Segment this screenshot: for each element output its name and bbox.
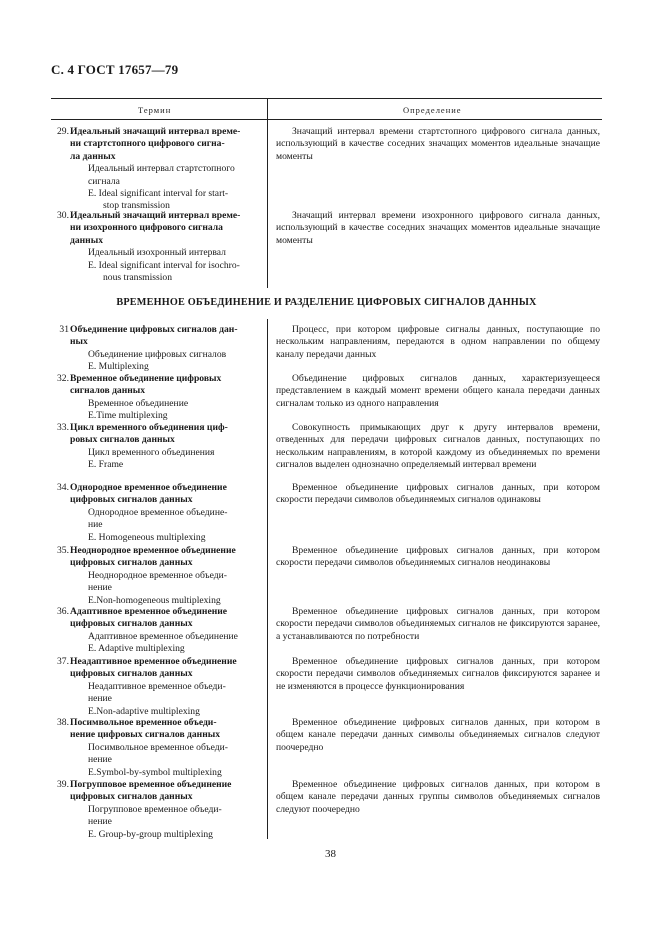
column-divider-bottom bbox=[267, 319, 268, 839]
table-header-rule bbox=[51, 119, 602, 120]
term-english-line: E.Non-homogeneous multiplexing bbox=[88, 594, 221, 606]
term-definition: Совокупность примыкающих друг к другу интервалов времени, отведенных для передачи цифровых сигналов данных, поступающих по нескольким направлениям, в которой каждому из объединяемых по времени сигналов выделен однозначно определяемый интервал времени bbox=[276, 422, 600, 471]
term-title-line: Адаптивное временное объединение bbox=[70, 606, 228, 617]
term-english-line: E. Frame bbox=[88, 459, 124, 471]
term-english-line: E. Ideal significant interval for start- bbox=[88, 188, 229, 200]
term-english-line: E. Multiplexing bbox=[88, 361, 149, 373]
term-number: 34. bbox=[57, 482, 69, 493]
term-title-line: Идеальный значащий интервал време- bbox=[70, 126, 241, 137]
term-entry bbox=[57, 126, 262, 213]
term-title-line: цифровых сигналов данных bbox=[70, 557, 193, 569]
term-definition: Временное объединение цифровых сигналов данных, при котором в общем канале передачи данных символы объединяемых сигналов следуют поочередно bbox=[276, 717, 600, 753]
term-title-line: Однородное временное объединение bbox=[70, 482, 227, 493]
term-definition: Значащий интервал времени изохронного цифрового сигнала данных, использующий в качестве соседних значащих моментов идеальные значащие моменты bbox=[276, 210, 600, 246]
term-synonym-line: Посимвольное временное объеди- bbox=[88, 741, 228, 753]
term-title-line: Идеальный значащий интервал време- bbox=[70, 210, 241, 221]
term-definition: Временное объединение цифровых сигналов данных, при котором скорости передачи символов объединяемых сигналов неодинаковы bbox=[276, 545, 600, 569]
term-synonym-line: сигнала bbox=[88, 175, 120, 187]
term-title-line: ни стартстопного цифрового сигна- bbox=[70, 138, 225, 150]
term-english-line: E. Homogeneous multiplexing bbox=[88, 531, 206, 543]
term-english-line: E.Symbol-by-symbol multiplexing bbox=[88, 766, 222, 778]
term-number: 39. bbox=[57, 779, 69, 790]
term-title-line: ровых сигналов данных bbox=[70, 434, 175, 446]
term-title-line: Временное объединение цифровых bbox=[70, 373, 222, 384]
term-number: 31 bbox=[59, 324, 69, 335]
term-title-line: Объединение цифровых сигналов дан- bbox=[70, 324, 238, 335]
term-number: 29. bbox=[57, 126, 69, 137]
term-title-line: Неадаптивное временное объединение bbox=[70, 656, 237, 667]
term-synonym-line: Однородное временное объедине- bbox=[88, 506, 228, 518]
term-english-line: E. Group-by-group multiplexing bbox=[88, 828, 213, 840]
term-english-line: E.Non-adaptive multiplexing bbox=[88, 705, 200, 717]
term-english-line: E. Adaptive multiplexing bbox=[88, 643, 185, 655]
column-header-definition: Определение bbox=[403, 105, 462, 115]
term-synonym-line: нение bbox=[88, 693, 112, 705]
term-entry bbox=[57, 656, 262, 718]
term-synonym-line: ние bbox=[88, 519, 103, 531]
page-header: С. 4 ГОСТ 17657—79 bbox=[51, 62, 179, 77]
term-number: 30. bbox=[57, 210, 69, 221]
term-title-line: цифровых сигналов данных bbox=[70, 668, 193, 680]
term-english-line: stop transmission bbox=[103, 200, 170, 212]
term-entry bbox=[59, 324, 262, 374]
term-title-line: Посимвольное временное объеди- bbox=[70, 717, 217, 728]
term-entry bbox=[57, 482, 262, 544]
term-title-line: нение цифровых сигналов данных bbox=[70, 729, 221, 741]
term-definition: Временное объединение цифровых сигналов данных, при котором в общем канале передачи данных группы символов объединяемых сигналов следуют поочередно bbox=[276, 779, 600, 815]
term-synonym-line: Временное объединение bbox=[88, 397, 189, 409]
term-synonym-line: нение bbox=[88, 582, 112, 594]
term-synonym-line: Идеальный интервал стартстопного bbox=[88, 163, 235, 175]
term-entry bbox=[57, 606, 262, 656]
term-title-line: ных bbox=[70, 336, 88, 348]
term-synonym-line: Погрупповое временное объеди- bbox=[88, 803, 222, 815]
term-title-line: цифровых сигналов данных bbox=[70, 494, 193, 506]
term-title-line: цифровых сигналов данных bbox=[70, 618, 193, 630]
term-synonym-line: нение bbox=[88, 816, 112, 828]
term-entry bbox=[57, 210, 262, 284]
term-title-line: сигналов данных bbox=[70, 385, 146, 397]
term-synonym-line: Неоднородное временное объеди- bbox=[88, 569, 227, 581]
term-title-line: цифровых сигналов данных bbox=[70, 791, 193, 803]
term-entry bbox=[57, 545, 262, 607]
term-title-line: ла данных bbox=[70, 150, 116, 162]
term-number: 35. bbox=[57, 545, 69, 556]
term-definition: Значащий интервал времени стартстопного цифрового сигнала данных, использующий в качестве соседних значащих моментов идеальные значащие моменты bbox=[276, 126, 600, 162]
term-entry bbox=[57, 779, 262, 841]
term-definition: Процесс, при котором цифровые сигналы данных, поступающие по нескольким направлениям, передаются в одном направлении по общему каналу передачи данных bbox=[276, 324, 600, 360]
term-entry bbox=[57, 422, 262, 472]
term-definition: Объединение цифровых сигналов данных, характеризуещееся представлением в каждый момент времени общего канала передачи данных сигналам только из одного направления bbox=[276, 373, 600, 409]
term-synonym-line: нение bbox=[88, 754, 112, 766]
term-number: 38. bbox=[57, 717, 69, 728]
term-english-line: E.Time multiplexing bbox=[88, 410, 168, 422]
term-synonym-line: Идеальный изохронный интервал bbox=[88, 247, 226, 259]
term-definition: Временное объединение цифровых сигналов данных, при котором скорости передачи символов объединяемых сигналов фиксируются заранее и не изменяются в процессе функционирования bbox=[276, 656, 600, 692]
term-definition: Временное объединение цифровых сигналов данных, при котором скорости передачи символов объединяемых сигналов не фиксируются заранее, а устанавливаются по потребности bbox=[276, 606, 600, 642]
term-title-line: ни изохронного цифрового сигнала bbox=[70, 222, 223, 234]
term-title-line: Погрупповое временное объединение bbox=[70, 779, 232, 790]
table-top-rule bbox=[51, 98, 602, 99]
term-synonym-line: Цикл временного объединения bbox=[88, 446, 215, 458]
column-divider-top bbox=[267, 98, 268, 288]
term-title-line: Неоднородное временное объединение bbox=[70, 545, 236, 556]
term-number: 32. bbox=[57, 373, 69, 384]
term-title-line: данных bbox=[70, 234, 103, 246]
term-synonym-line: Неадаптивное временное объеди- bbox=[88, 680, 226, 692]
term-entry bbox=[57, 717, 262, 779]
page-number: 38 bbox=[325, 848, 336, 860]
term-number: 36. bbox=[57, 606, 69, 617]
term-number: 37. bbox=[57, 656, 69, 667]
term-entry bbox=[57, 373, 262, 423]
term-english-line: E. Ideal significant interval for isochro- bbox=[88, 259, 240, 271]
term-synonym-line: Адаптивное временное объединение bbox=[88, 630, 238, 642]
term-english-line: nous transmission bbox=[103, 272, 173, 284]
column-header-term: Термин bbox=[138, 105, 172, 115]
term-definition: Временное объединение цифровых сигналов данных, при котором скорости передачи символов объединяемых сигналов одинаковы bbox=[276, 482, 600, 506]
section-title: ВРЕМЕННОЕ ОБЪЕДИНЕНИЕ И РАЗДЕЛЕНИЕ ЦИФРОВЫХ СИГНАЛОВ ДАННЫХ bbox=[116, 297, 537, 308]
term-synonym-line: Объединение цифровых сигналов bbox=[88, 348, 227, 360]
term-number: 33. bbox=[57, 422, 69, 433]
term-title-line: Цикл временного объединения циф- bbox=[70, 422, 228, 433]
